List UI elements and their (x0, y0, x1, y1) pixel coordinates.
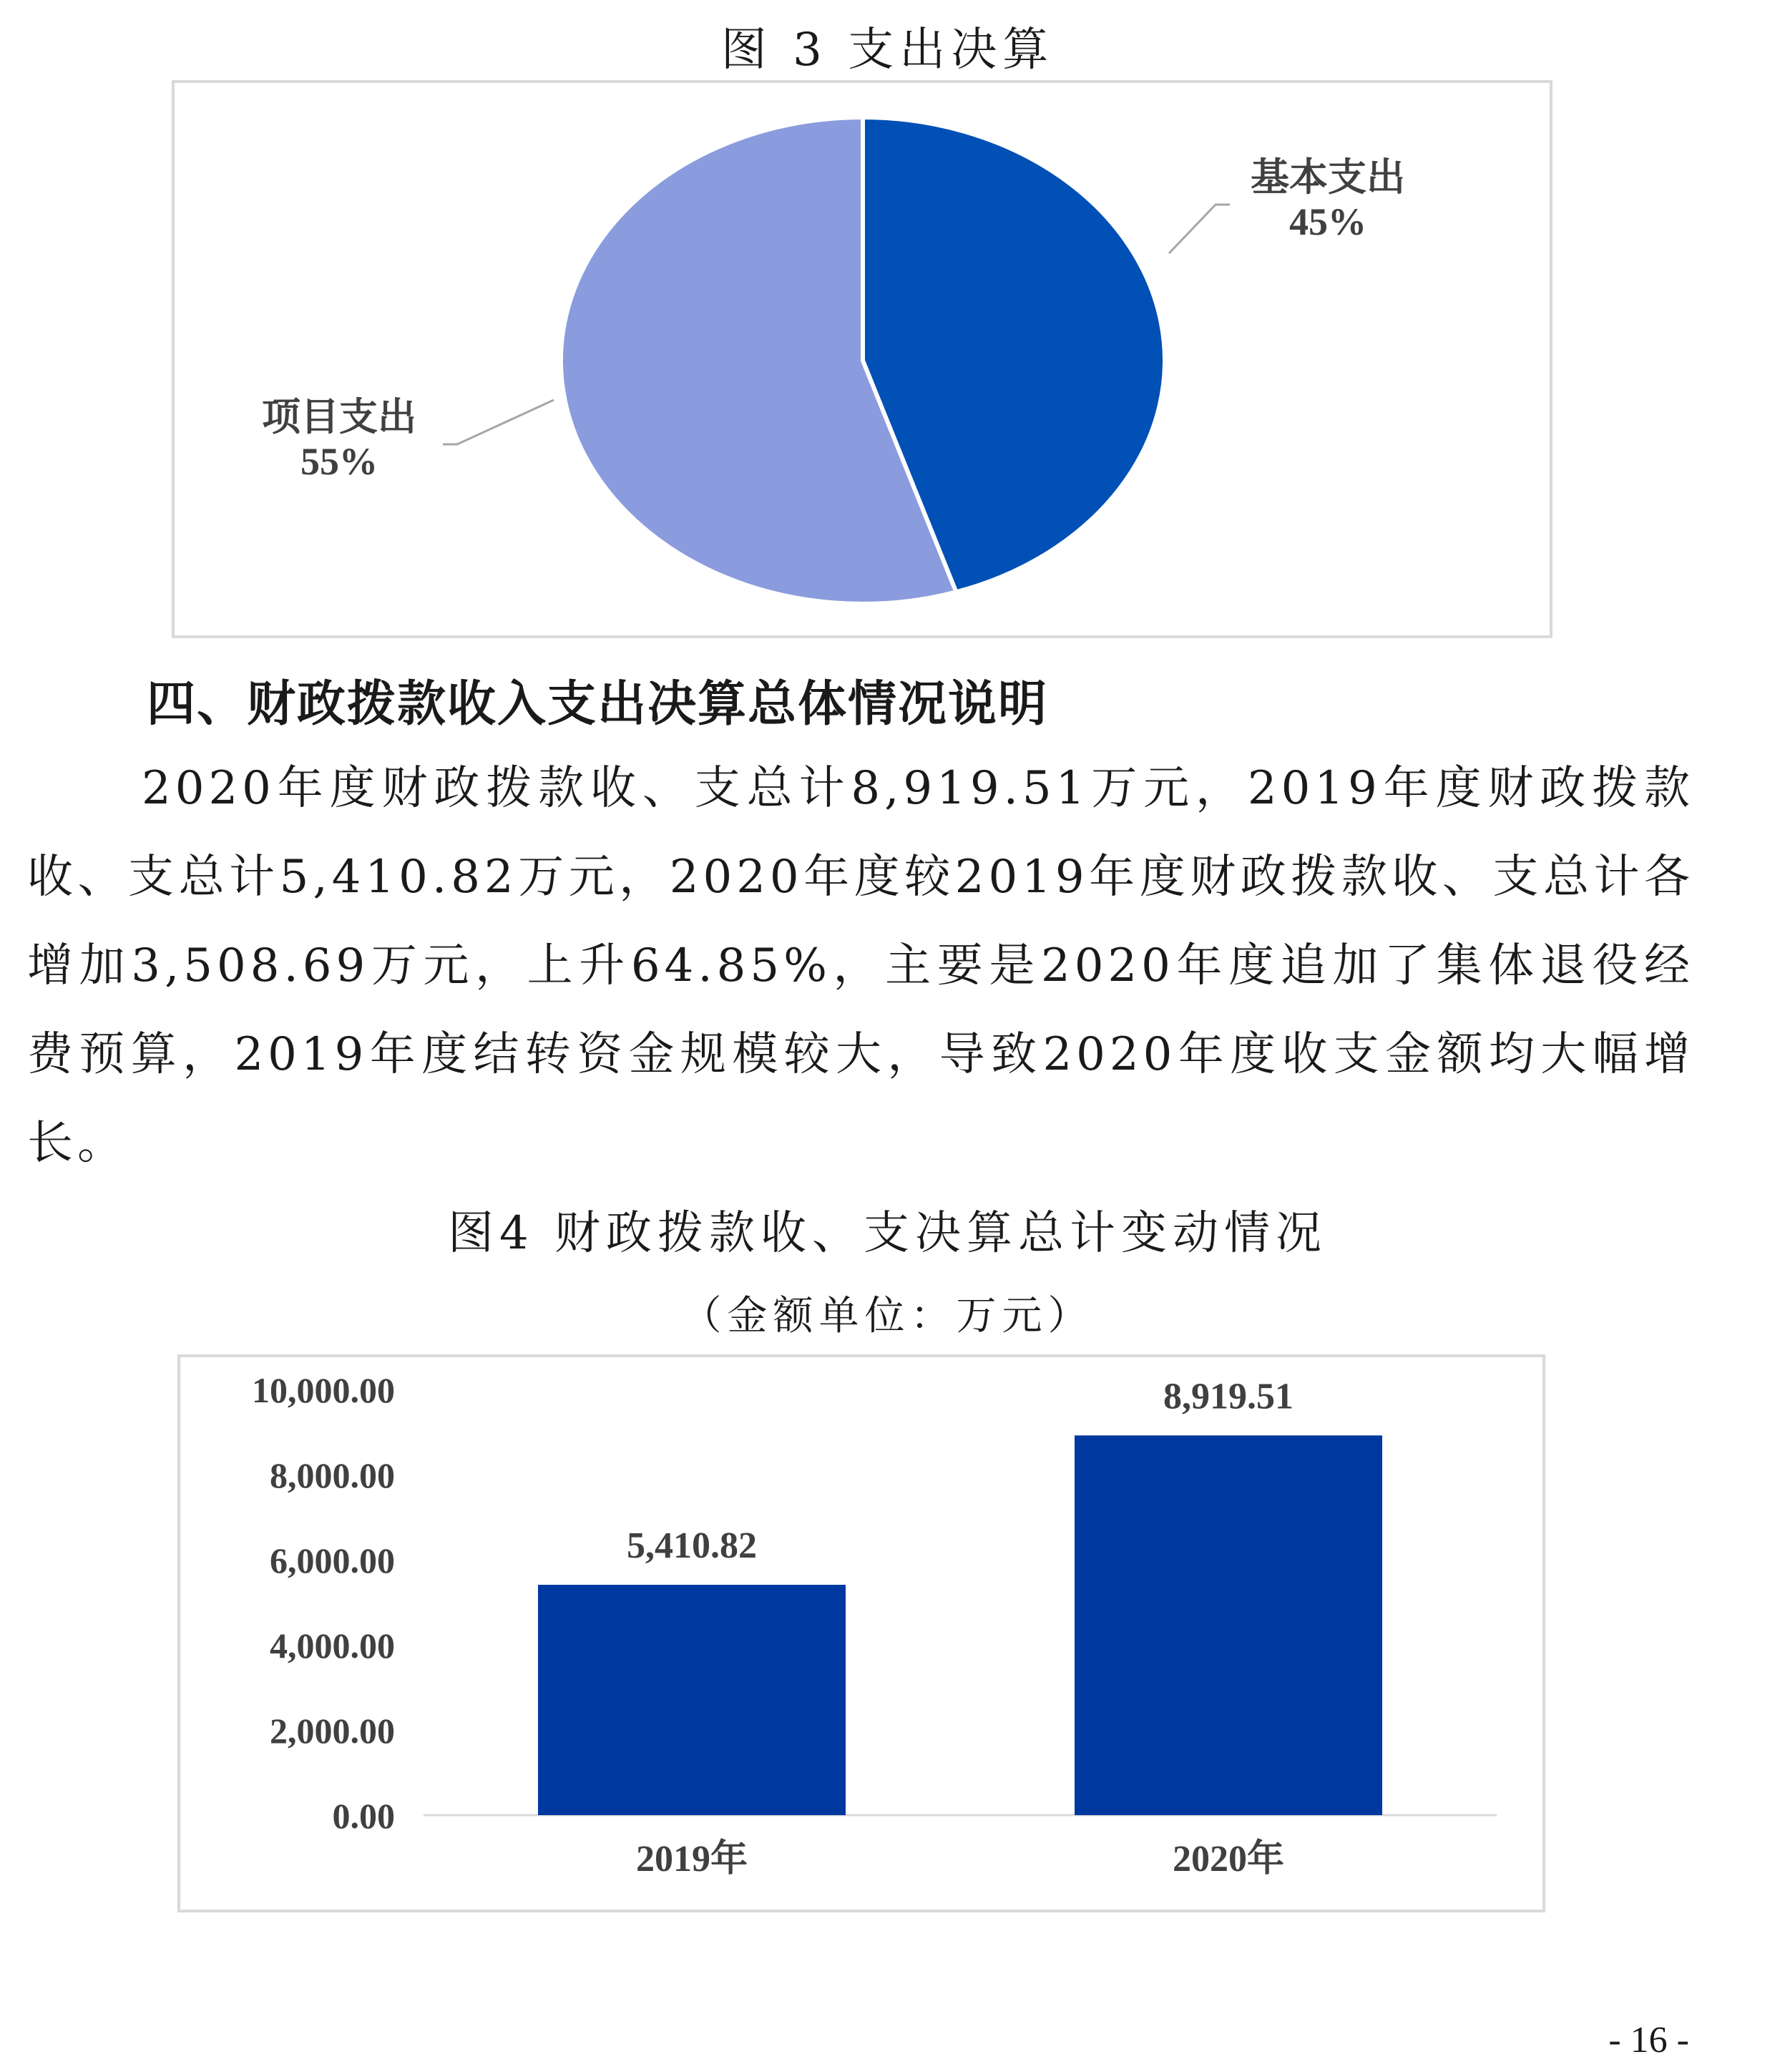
pie-chart (175, 83, 1550, 635)
y-tick-label: 8,000.00 (270, 1455, 395, 1495)
pie-chart-frame (172, 80, 1552, 638)
bar-value-label-2: 8,919.51 (1163, 1376, 1294, 1417)
pie-slice-label-2: 项目支出 (262, 396, 416, 439)
body-paragraph: 2020年度财政拨款收、支总计8,919.51万元，2019年度财政拨款收、支总计5,410.82万元，2020年度较2019年度财政拨款收、支总计各增加3,508.69万元，上升64.85%，主要是2020年度追加了集体退役经费预算，2019年度结转资金规模较大，导致2020年度收支金额均大幅增长。 (27, 762, 1694, 1170)
pie-slice-percent-1: 45% (1289, 200, 1366, 243)
bar-chart (180, 1357, 1542, 1910)
bar-chart-frame (177, 1354, 1545, 1912)
pie-slice-label-1: 基本支出 (1251, 156, 1405, 199)
bar-2 (1075, 1435, 1382, 1815)
y-tick-label: 0.00 (332, 1796, 395, 1836)
y-tick-label: 10,000.00 (252, 1370, 395, 1410)
pie-slice-percent-2: 55% (300, 440, 378, 483)
x-tick-label-1: 2019年 (635, 1839, 748, 1880)
bar-value-label-1: 5,410.82 (627, 1525, 757, 1567)
figure4-subtitle: （金额单位：万元） (681, 1293, 1094, 1339)
figure3-title: 图 3 支出决算 (720, 24, 1055, 77)
pie-leader-line-1 (1169, 205, 1230, 253)
section-heading: 四、财政拨款收入支出决算总体情况说明 (147, 676, 1049, 733)
y-tick-label: 4,000.00 (270, 1626, 395, 1666)
bar-1 (538, 1585, 846, 1815)
x-tick-label-2: 2020年 (1172, 1839, 1285, 1880)
y-tick-label: 2,000.00 (270, 1711, 395, 1751)
figure4-title: 图4 财政拨款收、支决算总计变动情况 (447, 1207, 1328, 1260)
y-tick-label: 6,000.00 (270, 1540, 395, 1580)
pie-leader-line-2 (443, 400, 554, 444)
page-number: - 16 - (1608, 2020, 1689, 2061)
